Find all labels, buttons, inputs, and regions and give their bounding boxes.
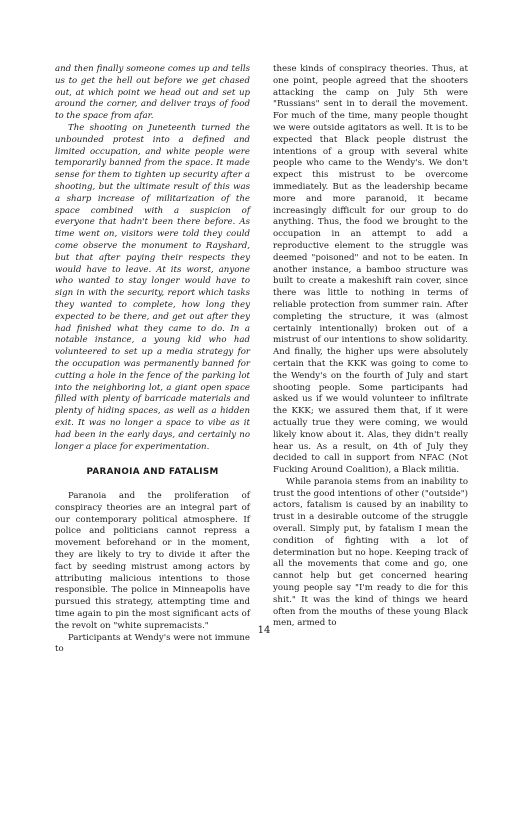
page-number: 14 [257,625,271,636]
paragraph: While paranoia stems from an inability to trust the good intentions of other ("outside") actors, fatalism is caused by an inability to trust in a desirable outcome of the struggle overall. Simply put, by fatalism I mean the condition of fighting with a lot of determination but no hope. Keeping track of all the movements that come and go, one cannot help but get concerned hearing young people say "I'm ready to die for this shit." It was the kind of things we heard often from the mouths of these young Black men, armed to [273,476,468,629]
paragraph: and then finally someone comes up and tells us to get the hell out before we get chased out, at which point we head out and set up around the corner, and deliver trays of food to the space from afar. [55,64,250,122]
paragraph: The shooting on Juneteenth turned the unbounded protest into a defined and limited occupation, and white people were temporarily banned from the space. It made sense for them to tighten up security after a shooting, but the ultimate result of this was a sharp increase of militarization of the space combined with a suspicion of everyone that hadn't been there before. As time went on, visitors were told they could come observe the monument to Rayshard, but that after paying their respects they would have to leave. At its worst, anyone who wanted to stay longer would have to sign in with the security, report which tasks they wanted to complete, how long they expected to be there, and get out after they had finished what they came to do. In a notable instance, a young kid who had volunteered to set up a media strategy for the occupation was permanently banned for cutting a hole in the fence of the parking lot into the neighboring lot, a giant open space filled with plenty of barricade materials and plenty of hiding spaces, as well as a hidden exit. It was no longer a space to vibe as it had been in the early days, and certainly no longer a place for experimentation. [55,122,250,452]
paragraph: these kinds of conspiracy theories. Thus, at one point, people agreed that the shooters attacking the camp on July 5th were "Russians" sent in to derail the movement. For much of the time, many people thought we were outside agitators as well. It is to be expected that Black people distrust the intentions of a group with several white people who came to the Wendy's. We don't expect this mistrust to be overcome immediately. But as the leadership became more and more paranoid, it became increasingly difficult for our group to do anything. Thus, the food we brought to the occupation in an attempt to add a reproductive element to the struggle was deemed "poisoned" and not to be eaten. In another instance, a bamboo structure was built to create a makeshift rain cover, since there was little to nothing in terms of reliable protection from summer rain. After completing the structure, it was (almost certainly intentionally) broken out of a mistrust of our intentions to show solidarity. And finally, the higher ups were absolutely certain that the KKK was going to come to the Wendy's on the fourth of July and start shooting people. Some participants had asked us if we would volunteer to infiltrate the KKK; we assured them that, if it were actually true they were coming, we would likely know about it. Alas, they didn't really hear us. As a result, on 4th of July they decided to call in support from NFAC (Not Fucking Around Coalition), a Black militia. [273,64,468,476]
section-heading: PARANOIA AND FATALISM [86,467,219,478]
left-column [55,64,250,656]
right-column [273,64,468,630]
paragraph: Participants at Wendy's were not immune to [55,632,250,655]
paragraph: Paranoia and the proliferation of conspiracy theories are an integral part of our contemporary political atmosphere. If police and politicians cannot repress a movement beforehand or in the moment, they are likely to try to divide it after the fact by seeding mistrust among actors by attributing malicious intentions to those responsible. The police in Minneapolis have pursued this strategy, attempting time and time again to pin the most significant acts of the revolt on "white supremacists." [55,491,250,631]
